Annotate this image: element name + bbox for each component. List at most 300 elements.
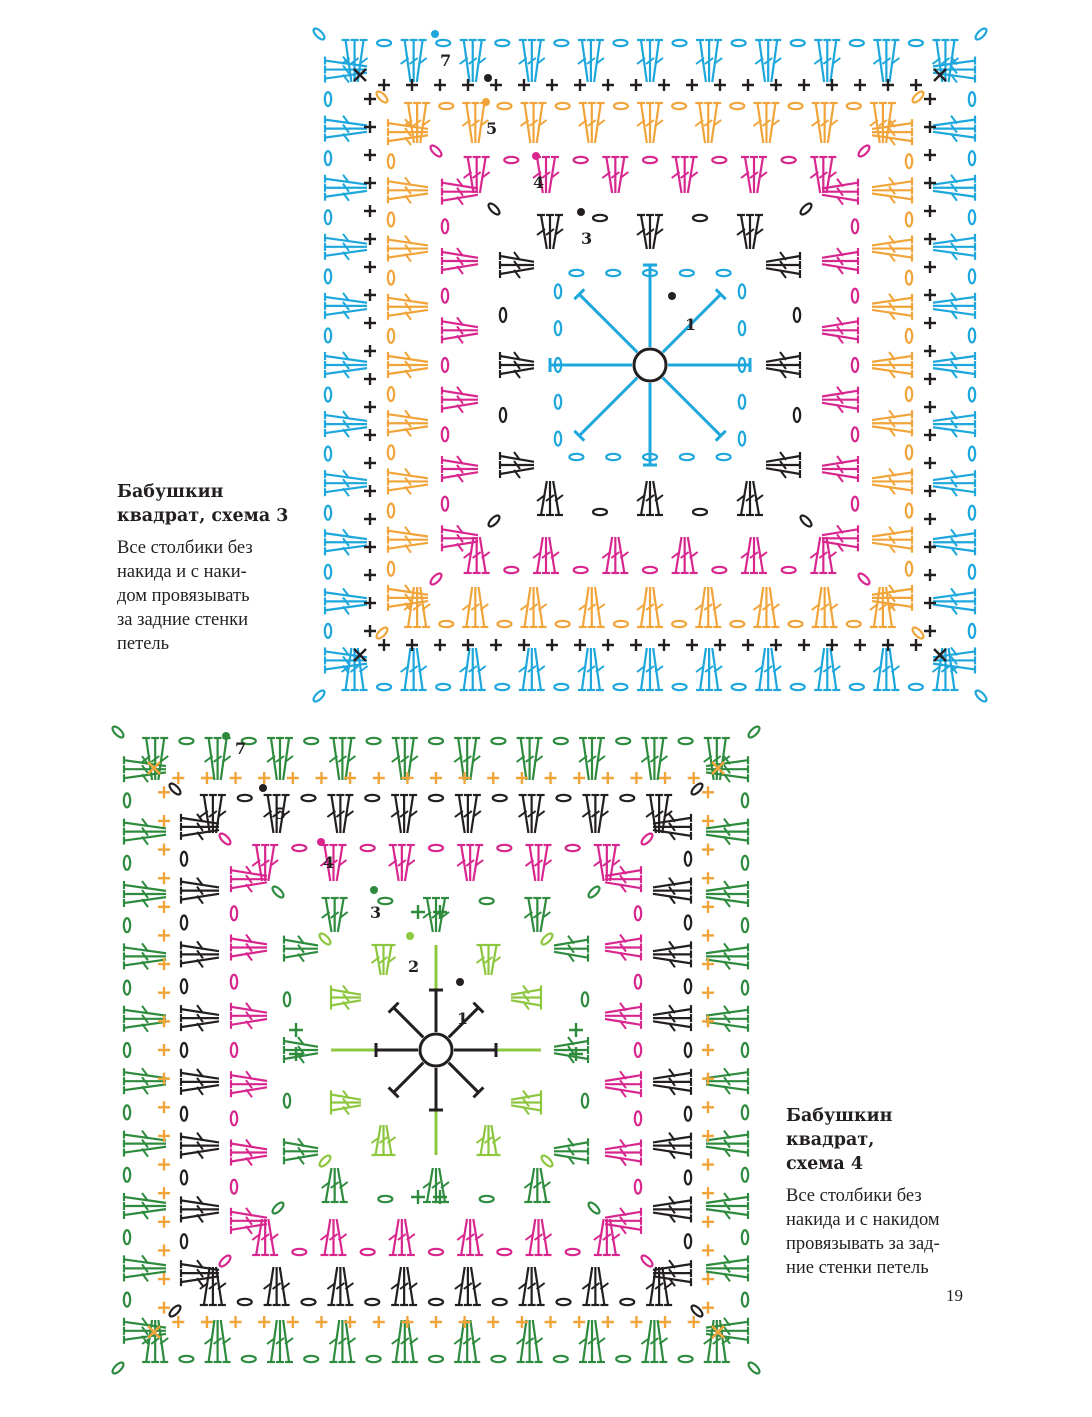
chain-stitch xyxy=(555,284,561,298)
single-crochet-stitch xyxy=(702,987,714,999)
round-start-dot xyxy=(370,886,378,894)
crochet-chart-scheme-3 xyxy=(300,20,1000,710)
chain-stitch xyxy=(292,1249,306,1255)
single-crochet-stitch xyxy=(158,1244,170,1256)
caption-scheme-3 xyxy=(117,480,292,656)
chain-stitch xyxy=(124,1293,130,1307)
chain-stitch xyxy=(739,395,745,409)
chain-stitch xyxy=(429,845,443,851)
corner-chain xyxy=(747,725,761,739)
chain-stitch xyxy=(500,408,506,422)
chain-stitch xyxy=(614,621,628,627)
page-number: 19 xyxy=(946,1286,963,1305)
chain-stitch xyxy=(388,562,394,576)
chain-stitch xyxy=(850,40,864,46)
single-crochet-stitch xyxy=(854,639,866,651)
single-crochet-stitch xyxy=(702,1216,714,1228)
chain-stitch xyxy=(325,328,331,342)
corner-chain xyxy=(375,90,389,104)
chain-stitch xyxy=(284,992,290,1006)
corner-chain xyxy=(540,932,554,946)
round-start-dot xyxy=(484,74,492,82)
single-crochet-stitch xyxy=(364,625,376,637)
chain-stitch xyxy=(680,270,694,276)
round-4-magenta xyxy=(429,144,871,586)
round-start-dot xyxy=(317,838,325,846)
single-crochet-stitch xyxy=(924,149,936,161)
chain-stitch xyxy=(614,103,628,109)
chain-stitch xyxy=(730,621,744,627)
chain-stitch xyxy=(504,567,518,573)
single-crochet-stitch xyxy=(686,79,698,91)
corner-chain xyxy=(690,782,704,796)
single-crochet-stitch xyxy=(924,345,936,357)
chain-stitch xyxy=(685,979,691,993)
single-crochet-stitch xyxy=(702,901,714,913)
corner-chain xyxy=(218,832,232,846)
chain-stitch xyxy=(742,1043,748,1057)
chain-stitch xyxy=(124,1043,130,1057)
chain-stitch xyxy=(504,157,518,163)
round-start-dot xyxy=(406,932,414,940)
round-5-black xyxy=(168,782,704,1318)
single-crochet-stitch xyxy=(924,317,936,329)
chain-stitch xyxy=(554,684,568,690)
corner-chain xyxy=(312,27,326,41)
chain-stitch xyxy=(789,621,803,627)
chain-stitch xyxy=(388,329,394,343)
single-crochet-stitch xyxy=(702,786,714,798)
chain-stitch xyxy=(852,427,858,441)
single-crochet-stitch xyxy=(364,317,376,329)
chain-stitch xyxy=(906,445,912,459)
center-ray-stitch xyxy=(579,378,637,436)
single-crochet-stitch xyxy=(924,429,936,441)
single-crochet-stitch xyxy=(924,373,936,385)
chain-stitch xyxy=(593,509,607,515)
corner-chain xyxy=(799,202,813,216)
round-number-3: 3 xyxy=(581,229,593,248)
chain-stitch xyxy=(909,684,923,690)
center-ray-stitch xyxy=(663,378,721,436)
single-crochet-stitch xyxy=(630,772,642,784)
single-crochet-stitch xyxy=(714,639,726,651)
chain-stitch xyxy=(124,918,130,932)
round-number-7: 7 xyxy=(235,739,247,758)
single-crochet-stitch xyxy=(158,1101,170,1113)
corner-chain xyxy=(540,1154,554,1168)
chain-stitch xyxy=(429,795,443,801)
single-crochet-stitch xyxy=(702,815,714,827)
chain-stitch xyxy=(643,567,657,573)
chain-stitch xyxy=(742,1105,748,1119)
single-crochet-stitch xyxy=(688,1316,700,1328)
round-start-dot xyxy=(532,152,540,160)
chain-stitch xyxy=(361,1249,375,1255)
single-crochet-stitch xyxy=(545,772,557,784)
single-crochet-stitch xyxy=(702,1302,714,1314)
chain-stitch xyxy=(906,212,912,226)
chain-stitch xyxy=(325,151,331,165)
chain-stitch xyxy=(554,1356,568,1362)
round-number-1: 1 xyxy=(457,1009,469,1028)
single-crochet-stitch xyxy=(158,1302,170,1314)
crochet-chart-scheme-4 xyxy=(108,722,768,1382)
single-crochet-stitch xyxy=(289,1023,303,1037)
chain-stitch xyxy=(969,210,975,224)
corner-chain xyxy=(487,514,501,528)
chain-stitch xyxy=(442,358,448,372)
single-crochet-stitch xyxy=(714,79,726,91)
chain-stitch xyxy=(554,738,568,744)
round-2-light-green xyxy=(318,932,554,1168)
single-crochet-stitch xyxy=(602,639,614,651)
round-number-2: 2 xyxy=(408,957,420,976)
chain-stitch xyxy=(388,445,394,459)
single-crochet-stitch xyxy=(411,1190,425,1204)
single-crochet-stitch xyxy=(924,625,936,637)
round-3-black xyxy=(487,202,813,528)
chain-stitch xyxy=(302,795,316,801)
single-crochet-stitch xyxy=(924,205,936,217)
chain-stitch xyxy=(442,289,448,303)
chain-stitch xyxy=(439,621,453,627)
chain-stitch xyxy=(179,1356,193,1362)
single-crochet-stitch xyxy=(158,872,170,884)
chain-stitch xyxy=(742,1230,748,1244)
chain-stitch xyxy=(179,738,193,744)
single-crochet-stitch xyxy=(924,289,936,301)
single-crochet-stitch xyxy=(546,79,558,91)
chain-stitch xyxy=(613,40,627,46)
corner-chain xyxy=(640,1254,654,1268)
chain-stitch xyxy=(497,103,511,109)
round-6-orange-sc xyxy=(148,762,724,1338)
chain-stitch xyxy=(673,40,687,46)
chain-stitch xyxy=(742,1293,748,1307)
single-crochet-stitch xyxy=(430,772,442,784)
chain-stitch xyxy=(436,40,450,46)
single-crochet-stitch xyxy=(158,1216,170,1228)
single-crochet-stitch xyxy=(364,261,376,273)
single-crochet-stitch xyxy=(569,1023,583,1037)
single-crochet-stitch xyxy=(158,1044,170,1056)
single-crochet-stitch xyxy=(545,1316,557,1328)
center-ray-stitch xyxy=(449,1063,479,1093)
round-start-dot xyxy=(668,292,676,300)
single-crochet-stitch xyxy=(158,844,170,856)
chain-stitch xyxy=(304,738,318,744)
single-crochet-stitch xyxy=(573,772,585,784)
single-crochet-stitch xyxy=(258,772,270,784)
single-crochet-stitch xyxy=(702,1187,714,1199)
chain-stitch xyxy=(906,562,912,576)
chain-stitch xyxy=(739,321,745,335)
single-crochet-stitch xyxy=(702,1159,714,1171)
chain-stitch xyxy=(231,1180,237,1194)
single-crochet-stitch xyxy=(546,639,558,651)
single-crochet-stitch xyxy=(158,987,170,999)
chain-stitch xyxy=(365,795,379,801)
single-crochet-stitch xyxy=(459,1316,471,1328)
chain-stitch xyxy=(906,329,912,343)
chain-stitch xyxy=(712,157,726,163)
chain-stitch xyxy=(574,157,588,163)
chain-stitch xyxy=(847,621,861,627)
round-number-4: 4 xyxy=(323,853,335,872)
chain-stitch xyxy=(635,906,641,920)
chain-stitch xyxy=(969,388,975,402)
chain-stitch xyxy=(742,1168,748,1182)
chain-stitch xyxy=(732,40,746,46)
chain-stitch xyxy=(712,567,726,573)
chain-stitch xyxy=(491,1356,505,1362)
chain-stitch xyxy=(685,1107,691,1121)
chain-stitch xyxy=(606,454,620,460)
single-crochet-stitch xyxy=(924,401,936,413)
corner-chain xyxy=(911,626,925,640)
single-crochet-stitch xyxy=(798,639,810,651)
chain-stitch xyxy=(325,565,331,579)
corner-chain xyxy=(587,1201,601,1215)
chain-stitch xyxy=(730,103,744,109)
chain-stitch xyxy=(181,1171,187,1185)
corner-chain xyxy=(974,27,988,41)
round-number-5: 5 xyxy=(275,804,287,823)
chain-stitch xyxy=(325,447,331,461)
chain-stitch xyxy=(679,1356,693,1362)
chain-stitch xyxy=(181,979,187,993)
single-crochet-stitch xyxy=(364,289,376,301)
corner-chain xyxy=(487,202,501,216)
chain-stitch xyxy=(367,1356,381,1362)
chain-stitch xyxy=(782,567,796,573)
chain-stitch xyxy=(429,1356,443,1362)
corner-chain xyxy=(799,514,813,528)
chain-stitch xyxy=(791,40,805,46)
corner-chain xyxy=(911,90,925,104)
single-crochet-stitch xyxy=(924,569,936,581)
chain-stitch xyxy=(685,1043,691,1057)
chain-stitch xyxy=(231,1111,237,1125)
chain-stitch xyxy=(616,738,630,744)
chain-stitch xyxy=(367,738,381,744)
single-crochet-stitch xyxy=(658,639,670,651)
chain-stitch xyxy=(679,738,693,744)
single-crochet-stitch xyxy=(158,815,170,827)
chain-stitch xyxy=(124,1105,130,1119)
chain-stitch xyxy=(847,103,861,109)
chain-stitch xyxy=(569,454,583,460)
chain-stitch xyxy=(378,1196,392,1202)
corner-chain xyxy=(318,1154,332,1168)
chain-stitch xyxy=(556,621,570,627)
round-number-3: 3 xyxy=(370,903,382,922)
chain-stitch xyxy=(238,1299,252,1305)
chain-stitch xyxy=(124,1230,130,1244)
chain-stitch xyxy=(685,852,691,866)
round-start-dot xyxy=(577,208,585,216)
corner-chain xyxy=(168,782,182,796)
chain-stitch xyxy=(284,1094,290,1108)
single-crochet-stitch xyxy=(490,639,502,651)
single-crochet-stitch xyxy=(490,79,502,91)
corner-chain xyxy=(375,626,389,640)
single-crochet-stitch xyxy=(659,772,671,784)
single-crochet-stitch xyxy=(630,639,642,651)
single-crochet-stitch xyxy=(364,429,376,441)
chain-stitch xyxy=(181,1043,187,1057)
single-crochet-stitch xyxy=(434,79,446,91)
chain-stitch xyxy=(124,856,130,870)
single-crochet-stitch xyxy=(854,79,866,91)
chain-stitch xyxy=(557,1299,571,1305)
chain-stitch xyxy=(969,92,975,106)
corner-chain xyxy=(271,885,285,899)
chain-stitch xyxy=(616,1356,630,1362)
chain-stitch xyxy=(906,154,912,168)
chain-stitch xyxy=(231,906,237,920)
single-crochet-stitch xyxy=(702,1273,714,1285)
single-crochet-stitch xyxy=(158,929,170,941)
chain-stitch xyxy=(555,432,561,446)
single-crochet-stitch xyxy=(702,872,714,884)
chain-stitch xyxy=(739,432,745,446)
single-crochet-stitch xyxy=(287,1316,299,1328)
single-crochet-stitch xyxy=(401,772,413,784)
chain-stitch xyxy=(574,567,588,573)
chain-stitch xyxy=(491,738,505,744)
corner-chain xyxy=(111,1361,125,1375)
single-crochet-stitch xyxy=(364,149,376,161)
single-crochet-stitch xyxy=(702,1015,714,1027)
chain-stitch xyxy=(685,1234,691,1248)
chain-stitch xyxy=(569,270,583,276)
caption-text: Все столбики без накида и с наки- дом провязывать за задние стенки петель xyxy=(117,538,253,654)
single-crochet-stitch xyxy=(658,79,670,91)
single-crochet-stitch xyxy=(659,1316,671,1328)
chain-stitch xyxy=(181,852,187,866)
single-crochet-stitch xyxy=(924,93,936,105)
single-crochet-stitch xyxy=(364,345,376,357)
round-number-5: 5 xyxy=(486,119,498,138)
chain-stitch xyxy=(388,271,394,285)
chain-stitch xyxy=(742,856,748,870)
single-crochet-stitch xyxy=(487,1316,499,1328)
chain-stitch xyxy=(635,1180,641,1194)
single-crochet-stitch xyxy=(702,1073,714,1085)
chain-stitch xyxy=(442,427,448,441)
single-crochet-stitch xyxy=(910,79,922,91)
chain-stitch xyxy=(497,845,511,851)
single-crochet-stitch xyxy=(574,639,586,651)
single-crochet-stitch xyxy=(702,1101,714,1113)
single-crochet-stitch xyxy=(702,1044,714,1056)
round-number-4: 4 xyxy=(533,173,545,192)
caption-scheme-4 xyxy=(786,1104,986,1280)
single-crochet-stitch xyxy=(172,772,184,784)
chain-stitch xyxy=(495,684,509,690)
chain-stitch xyxy=(566,1249,580,1255)
chain-stitch xyxy=(231,975,237,989)
chain-stitch xyxy=(606,270,620,276)
magic-ring xyxy=(420,1034,452,1066)
chain-stitch xyxy=(429,1299,443,1305)
single-crochet-stitch xyxy=(430,1316,442,1328)
chain-stitch xyxy=(554,40,568,46)
chain-stitch xyxy=(124,1168,130,1182)
single-crochet-stitch xyxy=(158,1015,170,1027)
single-crochet-stitch xyxy=(230,1316,242,1328)
round-start-dot xyxy=(431,30,439,38)
chain-stitch xyxy=(302,1299,316,1305)
chain-stitch xyxy=(442,497,448,511)
single-crochet-stitch xyxy=(630,79,642,91)
single-crochet-stitch xyxy=(742,79,754,91)
chain-stitch xyxy=(377,40,391,46)
round-1-center xyxy=(550,265,750,465)
chain-stitch xyxy=(555,395,561,409)
chain-stitch xyxy=(304,1356,318,1362)
chain-stitch xyxy=(181,1234,187,1248)
chain-stitch xyxy=(365,1299,379,1305)
single-crochet-stitch xyxy=(158,786,170,798)
chain-stitch xyxy=(439,103,453,109)
caption-title: Бабушкин квадрат, схема 4 xyxy=(786,1106,893,1174)
chain-stitch xyxy=(635,1111,641,1125)
chain-stitch xyxy=(852,219,858,233)
chain-stitch xyxy=(555,321,561,335)
single-crochet-stitch xyxy=(602,79,614,91)
chain-stitch xyxy=(620,1299,634,1305)
chain-stitch xyxy=(906,271,912,285)
chain-stitch xyxy=(672,103,686,109)
chain-stitch xyxy=(325,624,331,638)
single-crochet-stitch xyxy=(364,401,376,413)
single-crochet-stitch xyxy=(364,457,376,469)
chain-stitch xyxy=(643,157,657,163)
chain-stitch xyxy=(500,308,506,322)
chain-stitch xyxy=(732,684,746,690)
single-crochet-stitch xyxy=(702,844,714,856)
chain-stitch xyxy=(794,408,800,422)
corner-chain xyxy=(857,144,871,158)
chain-stitch xyxy=(361,845,375,851)
chain-stitch xyxy=(480,1196,494,1202)
chain-stitch xyxy=(739,284,745,298)
chain-stitch xyxy=(969,269,975,283)
single-crochet-stitch xyxy=(158,1073,170,1085)
round-number-1: 1 xyxy=(685,315,697,334)
center-ray-stitch xyxy=(579,294,637,352)
corner-chain xyxy=(587,885,601,899)
chain-stitch xyxy=(181,1107,187,1121)
chain-stitch xyxy=(582,1094,588,1108)
caption-title: Бабушкин квадрат, схема 3 xyxy=(117,482,289,526)
chain-stitch xyxy=(388,504,394,518)
single-crochet-stitch xyxy=(230,772,242,784)
chain-stitch xyxy=(493,795,507,801)
single-crochet-stitch xyxy=(315,772,327,784)
single-crochet-stitch xyxy=(602,772,614,784)
chain-stitch xyxy=(969,624,975,638)
chain-stitch xyxy=(742,918,748,932)
chain-stitch xyxy=(906,504,912,518)
single-crochet-stitch xyxy=(158,1187,170,1199)
corner-chain xyxy=(318,932,332,946)
magic-ring xyxy=(634,349,666,381)
chain-stitch xyxy=(693,509,707,515)
